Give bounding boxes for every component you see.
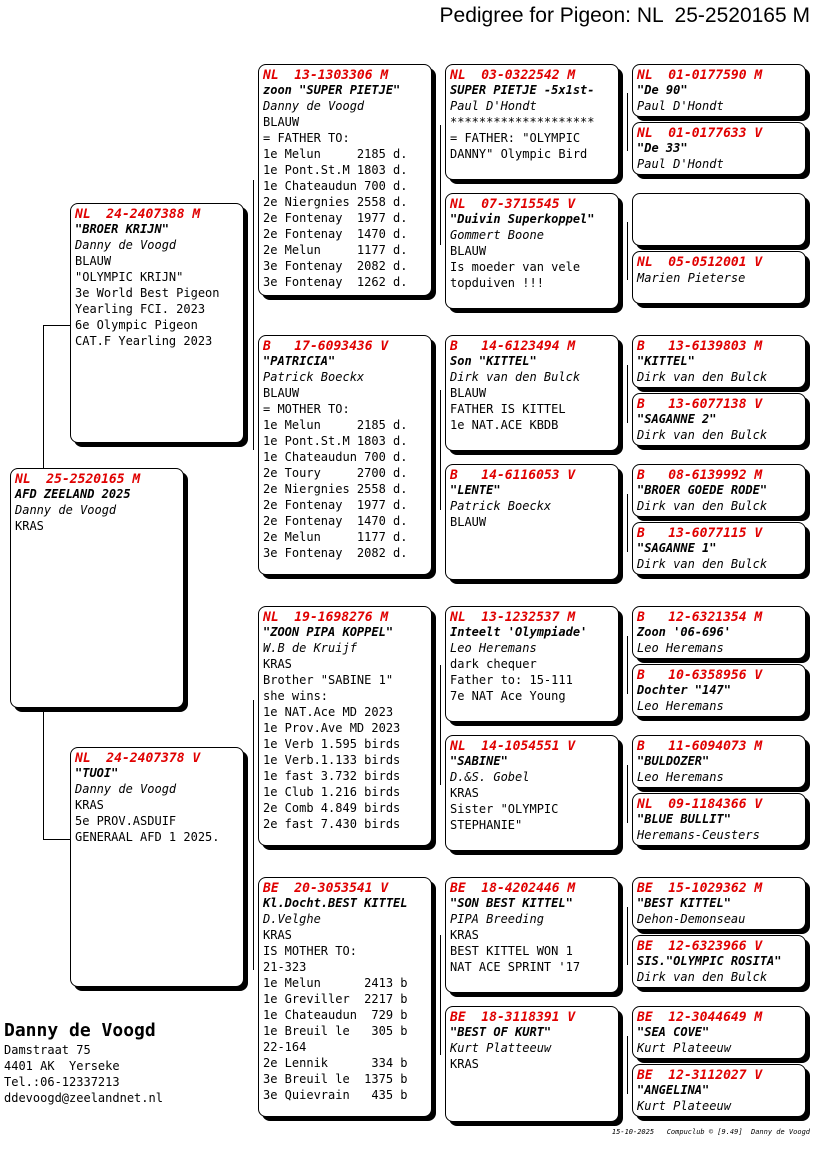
info-line: 1e Greviller 2217 b — [263, 992, 408, 1006]
owner-name: Danny de Voogd — [4, 1020, 156, 1041]
info-line: Brother "SABINE 1" — [263, 673, 394, 687]
breeder-name: Danny de Voogd — [75, 782, 177, 796]
info-line: 5e PROV.ASDUIF — [75, 814, 177, 828]
ring-number: B 13-6077115 V — [637, 526, 763, 541]
info-line: 3e Fontenay 2082 d. — [263, 546, 408, 560]
info-line: 21-323 — [263, 960, 307, 974]
pigeon-card-gen4-6[interactable] — [632, 393, 806, 446]
pigeon-card-fff[interactable] — [445, 64, 619, 180]
info-line: she wins: — [263, 689, 329, 703]
info-line: KRAS — [450, 786, 479, 800]
info-line: 3e Fontenay 1262 d. — [263, 275, 408, 289]
pigeon-name: "BEST KITTEL" — [637, 896, 731, 910]
pigeon-card-gen4-9[interactable] — [632, 606, 806, 659]
info-line: BLAUW — [450, 515, 487, 529]
breeder-name: Dirk van den Bulck — [637, 557, 768, 571]
info-line: DANNY" Olympic Bird — [450, 147, 588, 161]
ring-number: B 14-6116053 V — [450, 468, 576, 483]
info-line: CAT.F Yearling 2023 — [75, 334, 213, 348]
pigeon-name: "LENTE" — [450, 483, 501, 497]
info-line: 1e Prov.Ave MD 2023 — [263, 721, 401, 735]
info-line: "OLYMPIC KRIJN" — [75, 270, 184, 284]
breeder-name: D.Velghe — [263, 912, 321, 926]
info-line: 2e Fontenay 1977 d. — [263, 498, 408, 512]
owner-info — [4, 1020, 163, 1106]
pigeon-card-gen4-14[interactable] — [632, 935, 806, 988]
pigeon-card-gen4-2[interactable] — [632, 122, 806, 175]
breeder-name: Dirk van den Bulck — [637, 370, 768, 384]
ring-number: BE 20-3053541 V — [263, 881, 389, 896]
ring-number: NL 01-0177633 V — [637, 126, 763, 141]
pigeon-name: "KITTEL" — [637, 354, 695, 368]
connector-line — [627, 636, 628, 694]
pigeon-name: AFD ZEELAND 2025 — [15, 487, 131, 501]
ring-number: BE 18-4202446 M — [450, 881, 576, 896]
ring-number: B 17-6093436 V — [263, 339, 389, 354]
pigeon-name: "BROER GOEDE RODE" — [637, 483, 768, 497]
pigeon-card-gen4-12[interactable] — [632, 793, 806, 846]
connector-line — [253, 180, 254, 450]
pigeon-card-gen4-5[interactable] — [632, 335, 806, 388]
info-line: 1e Verb 1.595 birds — [263, 737, 401, 751]
connector-line — [440, 935, 441, 1055]
ring-number: NL 07-3715545 V — [450, 197, 576, 212]
pigeon-name: "BLUE BULLIT" — [637, 812, 731, 826]
breeder-name: Danny de Voogd — [263, 99, 365, 113]
info-line: 1e Chateaudun 729 b — [263, 1008, 408, 1022]
ring-number: BE 12-3112027 V — [637, 1068, 763, 1083]
breeder-name: Gommert Boone — [450, 228, 544, 242]
pigeon-name: "TUOI" — [75, 766, 119, 780]
pigeon-name: "SEA COVE" — [637, 1025, 710, 1039]
info-line: 1e Verb.1.133 birds — [263, 753, 401, 767]
connector-line — [627, 1036, 628, 1094]
info-line: KRAS — [15, 519, 44, 533]
connector-line — [440, 390, 441, 510]
footer-credit: 15-10-2025 Compuclub © [9.49] Danny de Voogd — [611, 1128, 810, 1136]
info-line: topduiven !!! — [450, 276, 544, 290]
connector-line — [43, 839, 70, 840]
pigeon-name: "SABINE" — [450, 754, 508, 768]
connector-line — [43, 325, 70, 326]
pigeon-name: "SAGANNE 1" — [637, 541, 717, 555]
pigeon-name: "BULDOZER" — [637, 754, 710, 768]
owner-address: Damstraat 75 — [4, 1043, 91, 1057]
info-line: Yearling FCI. 2023 — [75, 302, 206, 316]
info-line: 1e NAT.Ace MD 2023 — [263, 705, 394, 719]
breeder-name: Danny de Voogd — [75, 238, 177, 252]
pigeon-name: "ZOON PIPA KOPPEL" — [263, 625, 394, 639]
pigeon-name: Son "KITTEL" — [450, 354, 537, 368]
ring-number: B 11-6094073 M — [637, 739, 763, 754]
pigeon-name: "PATRICIA" — [263, 354, 336, 368]
info-line: STEPHANIE" — [450, 818, 523, 832]
info-line: 1e Pont.St.M 1803 d. — [263, 163, 408, 177]
connector-line — [627, 765, 628, 823]
pigeon-card-ffm[interactable] — [445, 193, 619, 309]
pigeon-card-gen4-3[interactable] — [632, 193, 806, 246]
info-line: 2e Comb 4.849 birds — [263, 801, 401, 815]
info-line: 1e Breuil le 305 b — [263, 1024, 408, 1038]
page-title: Pedigree for Pigeon: NL 25-2520165 M — [439, 4, 810, 27]
breeder-name: Kurt Plateeuw — [637, 1099, 731, 1113]
pigeon-card-mfm[interactable] — [445, 735, 619, 851]
pigeon-card-fmf[interactable] — [445, 335, 619, 451]
connector-line — [627, 222, 628, 280]
info-line: KRAS — [450, 1057, 479, 1071]
pigeon-card-mmm[interactable] — [445, 1006, 619, 1122]
ring-number: NL 03-0322542 M — [450, 68, 576, 83]
pigeon-card-father-mother[interactable] — [258, 335, 432, 575]
info-line: 7e NAT Ace Young — [450, 689, 566, 703]
ring-number: B 12-6321354 M — [637, 610, 763, 625]
info-line: 6e Olympic Pigeon — [75, 318, 198, 332]
info-line: = FATHER TO: — [263, 131, 350, 145]
ring-number: B 08-6139992 M — [637, 468, 763, 483]
pigeon-name: "SON BEST KITTEL" — [450, 896, 573, 910]
info-line: KRAS — [263, 657, 292, 671]
pigeon-name: "ANGELINA" — [637, 1083, 710, 1097]
info-line: Sister "OLYMPIC — [450, 802, 559, 816]
pigeon-name: "Duivin Superkoppel" — [450, 212, 595, 226]
breeder-name: Paul D'Hondt — [450, 99, 537, 113]
pigeon-name: "De 90" — [637, 83, 688, 97]
info-line: 2e Lennik 334 b — [263, 1056, 408, 1070]
ring-number: NL 14-1054551 V — [450, 739, 576, 754]
connector-line — [43, 325, 44, 469]
breeder-name: Leo Heremans — [637, 770, 724, 784]
owner-phone: Tel.:06-12337213 — [4, 1075, 120, 1089]
info-line: dark chequer — [450, 657, 537, 671]
connector-line — [627, 93, 628, 151]
info-line: ******************** — [450, 115, 595, 129]
breeder-name: D.&S. Gobel — [450, 770, 530, 784]
connector-line — [43, 709, 44, 839]
info-line: KRAS — [263, 928, 292, 942]
info-line: 2e fast 7.430 birds — [263, 817, 401, 831]
ring-number: NL 24-2407388 M — [75, 207, 201, 222]
pigeon-card-gen4-7[interactable] — [632, 464, 806, 517]
ring-number: BE 12-6323966 V — [637, 939, 763, 954]
info-line: 1e Chateaudun 700 d. — [263, 450, 408, 464]
connector-line — [440, 125, 441, 245]
pigeon-card-gen4-13[interactable] — [632, 877, 806, 930]
pigeon-card-fmm[interactable] — [445, 464, 619, 580]
pigeon-card-gen4-1[interactable] — [632, 64, 806, 117]
breeder-name: Patrick Boeckx — [450, 499, 552, 513]
ring-number: B 14-6123494 M — [450, 339, 576, 354]
info-line: 2e Niergnies 2558 d. — [263, 195, 408, 209]
info-line: 22-164 — [263, 1040, 307, 1054]
info-line: Father to: 15-111 — [450, 673, 573, 687]
ring-number: BE 15-1029362 M — [637, 881, 763, 896]
breeder-name: Marien Pieterse — [637, 271, 746, 285]
info-line: = FATHER: "OLYMPIC — [450, 131, 581, 145]
info-line: BLAUW — [450, 386, 487, 400]
ring-number: NL 09-1184366 V — [637, 797, 763, 812]
breeder-name: W.B de Kruijf — [263, 641, 357, 655]
info-line: 2e Niergnies 2558 d. — [263, 482, 408, 496]
ring-number: B 13-6139803 M — [637, 339, 763, 354]
pigeon-name: "SAGANNE 2" — [637, 412, 717, 426]
pigeon-card-father[interactable] — [70, 203, 244, 443]
breeder-name: Dehon-Demonseau — [637, 912, 746, 926]
ring-number: NL 05-0512001 V — [637, 255, 763, 270]
pigeon-card-father-father[interactable] — [258, 64, 432, 296]
info-line: BLAUW — [450, 244, 487, 258]
pigeon-card-gen4-8[interactable] — [632, 522, 806, 575]
ring-number: BE 12-3044649 M — [637, 1010, 763, 1025]
pigeon-name: Kl.Docht.BEST KITTEL — [263, 896, 408, 910]
pigeon-name: SUPER PIETJE -5x1st- — [450, 83, 595, 97]
pigeon-name: zoon "SUPER PIETJE" — [263, 83, 401, 97]
pigeon-card-mff[interactable] — [445, 606, 619, 722]
info-line: 3e Fontenay 2082 d. — [263, 259, 408, 273]
pigeon-card-mother[interactable] — [70, 747, 244, 987]
info-line: 1e Chateaudun 700 d. — [263, 179, 408, 193]
info-line: FATHER IS KITTEL — [450, 402, 566, 416]
info-line: KRAS — [75, 798, 104, 812]
info-line: IS MOTHER TO: — [263, 944, 357, 958]
pigeon-name: "BEST OF KURT" — [450, 1025, 552, 1039]
connector-line — [627, 907, 628, 965]
owner-city: 4401 AK Yerseke — [4, 1059, 120, 1073]
ring-number: B 10-6358956 V — [637, 668, 763, 683]
pigeon-card-gen4-15[interactable] — [632, 1006, 806, 1059]
pigeon-card-mother-mother[interactable] — [258, 877, 432, 1117]
breeder-name: Leo Heremans — [637, 699, 724, 713]
pigeon-card-subject[interactable] — [10, 468, 184, 708]
breeder-name: Kurt Platteeuw — [450, 1041, 552, 1055]
ring-number: NL 13-1303306 M — [263, 68, 389, 83]
pigeon-card-gen4-4[interactable] — [632, 251, 806, 304]
breeder-name: Paul D'Hondt — [637, 99, 724, 113]
connector-line — [253, 700, 254, 970]
pigeon-card-gen4-16[interactable] — [632, 1064, 806, 1117]
info-line: 1e fast 3.732 birds — [263, 769, 401, 783]
info-line: 2e Melun 1177 d. — [263, 243, 408, 257]
info-line: Is moeder van vele — [450, 260, 581, 274]
breeder-name: Dirk van den Bulck — [637, 428, 768, 442]
info-line: 2e Fontenay 1977 d. — [263, 211, 408, 225]
pigeon-name: Zoon '06-696' — [637, 625, 731, 639]
pigeon-card-mother-father[interactable] — [258, 606, 432, 846]
info-line: 1e NAT.ACE KBDB — [450, 418, 559, 432]
breeder-name: PIPA Breeding — [450, 912, 544, 926]
info-line: 1e Melun 2185 d. — [263, 147, 408, 161]
info-line: BEST KITTEL WON 1 — [450, 944, 573, 958]
ring-number: NL 01-0177590 M — [637, 68, 763, 83]
breeder-name: Patrick Boeckx — [263, 370, 365, 384]
info-line: 3e Quievrain 435 b — [263, 1088, 408, 1102]
ring-number: NL 25-2520165 M — [15, 472, 141, 487]
info-line: 3e World Best Pigeon — [75, 286, 220, 300]
info-line: KRAS — [450, 928, 479, 942]
breeder-name: Danny de Voogd — [15, 503, 117, 517]
info-line: 3e Breuil le 1375 b — [263, 1072, 408, 1086]
pigeon-name: "BROER KRIJN" — [75, 222, 169, 236]
info-line: 1e Club 1.216 birds — [263, 785, 401, 799]
ring-number: NL 24-2407378 V — [75, 751, 201, 766]
info-line: = MOTHER TO: — [263, 402, 350, 416]
connector-line — [627, 365, 628, 423]
pigeon-name: SIS."OLYMPIC ROSITA" — [637, 954, 782, 968]
connector-line — [440, 665, 441, 785]
info-line: 1e Pont.St.M 1803 d. — [263, 434, 408, 448]
pigeon-card-mmf[interactable] — [445, 877, 619, 993]
breeder-name: Heremans-Ceusters — [637, 828, 760, 842]
breeder-name: Leo Heremans — [450, 641, 537, 655]
ring-number: NL 19-1698276 M — [263, 610, 389, 625]
info-line: 1e Melun 2413 b — [263, 976, 408, 990]
owner-email[interactable]: ddevoogd@zeelandnet.nl — [4, 1091, 163, 1105]
breeder-name: Paul D'Hondt — [637, 157, 724, 171]
info-line: 2e Fontenay 1470 d. — [263, 514, 408, 528]
breeder-name: Dirk van den Bulck — [637, 970, 768, 984]
info-line: 1e Melun 2185 d. — [263, 418, 408, 432]
ring-number: NL 13-1232537 M — [450, 610, 576, 625]
info-line: BLAUW — [263, 115, 300, 129]
breeder-name: Leo Heremans — [637, 641, 724, 655]
pigeon-name: Inteelt 'Olympiade' — [450, 625, 588, 639]
info-line: BLAUW — [75, 254, 112, 268]
ring-number: B 13-6077138 V — [637, 397, 763, 412]
pigeon-name: "De 33" — [637, 141, 688, 155]
info-line: GENERAAL AFD 1 2025. — [75, 830, 220, 844]
info-line: NAT ACE SPRINT '17 — [450, 960, 581, 974]
connector-line — [627, 494, 628, 552]
breeder-name: Dirk van den Bulck — [637, 499, 768, 513]
ring-number: BE 18-3118391 V — [450, 1010, 576, 1025]
info-line: BLAUW — [263, 386, 300, 400]
info-line: 2e Melun 1177 d. — [263, 530, 408, 544]
breeder-name: Kurt Plateeuw — [637, 1041, 731, 1055]
pigeon-name: Dochter "147" — [637, 683, 731, 697]
info-line: 2e Fontenay 1470 d. — [263, 227, 408, 241]
info-line: 2e Toury 2700 d. — [263, 466, 408, 480]
pigeon-card-gen4-10[interactable] — [632, 664, 806, 717]
pigeon-card-gen4-11[interactable] — [632, 735, 806, 788]
breeder-name: Dirk van den Bulck — [450, 370, 581, 384]
